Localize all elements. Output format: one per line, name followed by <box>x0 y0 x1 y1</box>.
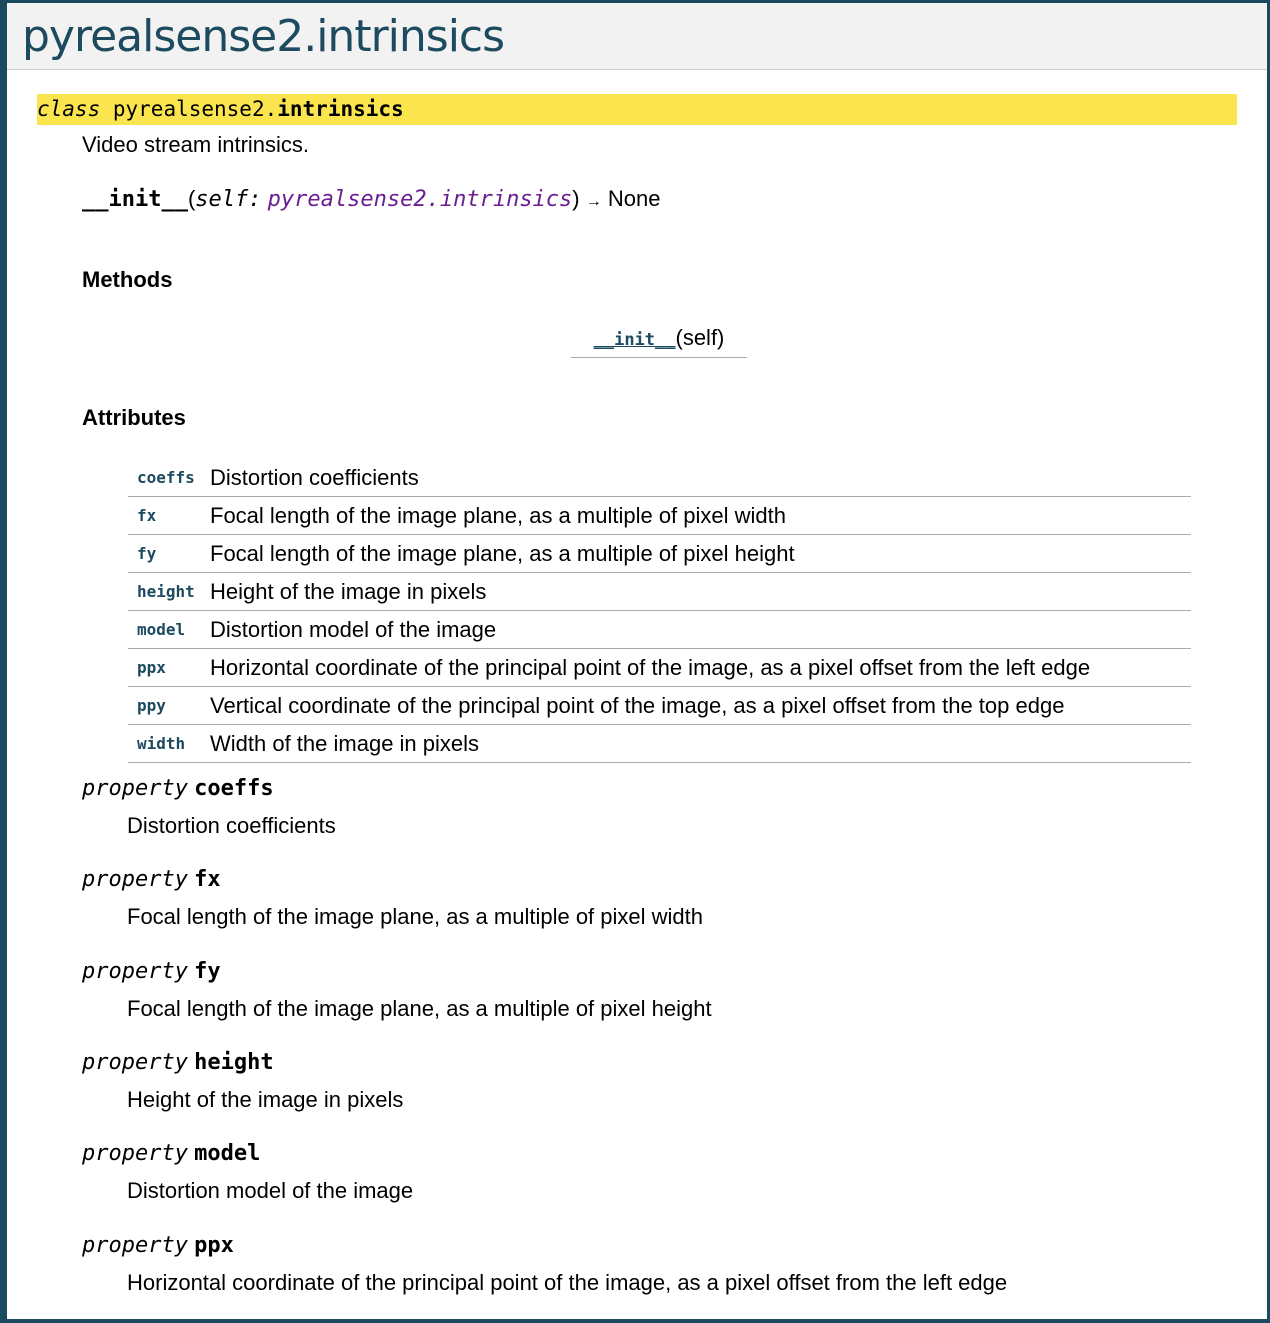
page-header <box>7 3 1267 70</box>
table-row <box>128 611 1191 649</box>
table-row <box>128 725 1191 763</box>
attribute-description: Distortion coefficients <box>201 459 1191 497</box>
attribute-description: Height of the image in pixels <box>201 573 1191 611</box>
attribute-link[interactable]: ppx <box>128 649 201 687</box>
property-keyword: property <box>82 1233 188 1258</box>
method-link[interactable]: __init__ <box>593 330 676 350</box>
property-name: model <box>194 1141 261 1166</box>
property-description: Focal length of the image plane, as a multiple of pixel height <box>127 996 712 1021</box>
class-keyword: class <box>37 97 101 121</box>
table-row <box>128 535 1191 573</box>
class-signature <box>37 94 1237 125</box>
property-description: Distortion model of the image <box>127 1178 414 1203</box>
attribute-link[interactable]: coeffs <box>128 459 201 497</box>
attribute-link[interactable]: fy <box>128 535 201 573</box>
methods-heading: Methods <box>82 267 173 292</box>
attribute-description: Width of the image in pixels <box>201 725 1191 763</box>
attribute-description: Focal length of the image plane, as a multiple of pixel height <box>201 535 1191 573</box>
attribute-link[interactable]: height <box>128 573 201 611</box>
property-signature <box>82 1140 260 1166</box>
attribute-description: Horizontal coordinate of the principal point of the image, as a pixel offset from the left edge <box>201 649 1191 687</box>
property-keyword: property <box>82 959 188 984</box>
attribute-link[interactable]: width <box>128 725 201 763</box>
property-name: height <box>194 1050 274 1075</box>
attribute-link[interactable]: fx <box>128 497 201 535</box>
table-row <box>128 687 1191 725</box>
property-keyword: property <box>82 776 188 801</box>
class-description: Video stream intrinsics. <box>82 132 310 157</box>
attribute-description: Focal length of the image plane, as a multiple of pixel width <box>201 497 1191 535</box>
property-name: fx <box>194 867 221 892</box>
attribute-link[interactable]: model <box>128 611 201 649</box>
attribute-description: Distortion model of the image <box>201 611 1191 649</box>
class-module: pyrealsense2. <box>112 97 278 121</box>
paren: ) <box>572 186 580 211</box>
colon: : <box>248 187 262 212</box>
property-keyword: property <box>82 1141 188 1166</box>
table-row <box>128 497 1191 535</box>
init-name: __init__ <box>82 187 188 212</box>
paren: ( <box>187 186 196 211</box>
property-keyword: property <box>82 867 188 892</box>
property-signature <box>82 866 221 892</box>
table-row <box>128 649 1191 687</box>
property-description: Focal length of the image plane, as a multiple of pixel width <box>127 904 703 929</box>
property-description: Height of the image in pixels <box>127 1087 404 1112</box>
attribute-link[interactable]: ppy <box>128 687 201 725</box>
attributes-heading: Attributes <box>82 405 186 430</box>
method-args: (self) <box>675 325 725 350</box>
property-description: Distortion coefficients <box>127 813 336 838</box>
method-summary-row <box>571 325 747 358</box>
property-signature <box>82 958 221 984</box>
arrow-icon: → <box>585 193 602 210</box>
return-type: None <box>607 186 661 211</box>
class-name: intrinsics <box>277 97 404 121</box>
attributes-table <box>128 459 1191 763</box>
table-row <box>128 459 1191 497</box>
attribute-description: Vertical coordinate of the principal point of the image, as a pixel offset from the top edge <box>201 687 1191 725</box>
property-name: ppx <box>194 1233 234 1258</box>
property-description: Horizontal coordinate of the principal point of the image, as a pixel offset from the left edge <box>127 1270 1008 1295</box>
init-signature <box>82 186 660 212</box>
init-param: self <box>195 187 249 212</box>
doc-page <box>7 3 1267 1319</box>
property-keyword: property <box>82 1050 188 1075</box>
init-type[interactable]: pyrealsense2.intrinsics <box>267 187 573 212</box>
property-name: fy <box>194 959 221 984</box>
page-title: pyrealsense2.intrinsics <box>22 11 505 62</box>
property-name: coeffs <box>194 776 274 801</box>
property-signature <box>82 1232 234 1258</box>
property-signature <box>82 1049 274 1075</box>
property-signature <box>82 775 274 801</box>
table-row <box>128 573 1191 611</box>
